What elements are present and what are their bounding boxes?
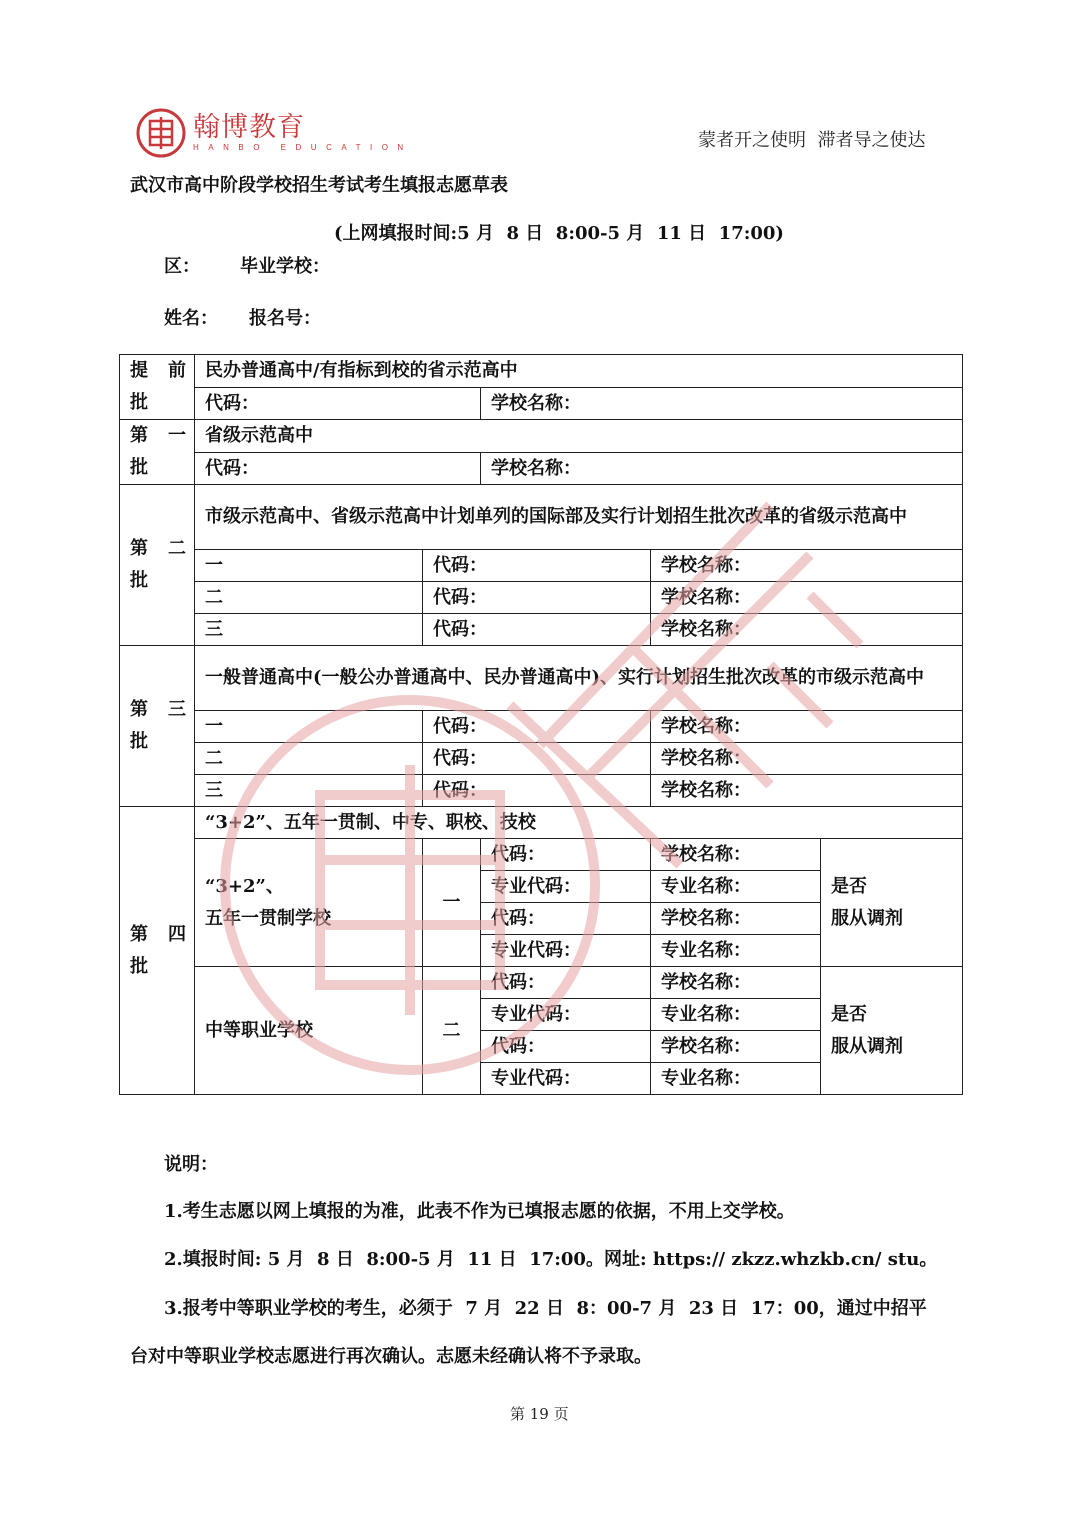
hanbo-seal-icon (135, 107, 187, 159)
note-item-1: 1.考生志愿以网上填报的为准，此表不作为已填报志愿的依据，不用上交学校。 (164, 1201, 795, 1222)
choice-number: 一 (423, 839, 481, 967)
batch-early-description: 民办普通高中/有指标到校的省示范高中 (195, 355, 963, 388)
table-row (120, 485, 963, 550)
application-form-table (119, 354, 963, 1095)
table-row (120, 582, 963, 614)
table-row (120, 807, 963, 839)
table-row (120, 839, 963, 871)
batch-fourth-label: 第 四 批 (120, 807, 195, 1095)
school-name-field[interactable]: 学校名称： (651, 1031, 821, 1063)
school-name-field[interactable]: 学校名称： (651, 839, 821, 871)
code-field[interactable]: 代码： (423, 614, 651, 646)
school-name-field[interactable]: 学校名称： (651, 550, 963, 582)
table-row (120, 646, 963, 711)
obey-adjustment-field[interactable]: 是否 服从调剂 (821, 967, 963, 1095)
choice-number: 一 (195, 550, 423, 582)
note-item-3-line1: 3.报考中等职业学校的考生，必须于 7 月 22 日 8：00-7 月 23 日 17：00，通过中招平 (164, 1298, 927, 1319)
choice-number: 一 (195, 711, 423, 743)
batch-early-label: 提 前 批 (120, 355, 195, 420)
code-field[interactable]: 代码： (423, 775, 651, 807)
name-label: 姓名： (164, 308, 218, 329)
batch-third-description: 一般普通高中(一般公办普通高中、民办普通高中)、实行计划招生批次改革的市级示范高中 (195, 646, 963, 711)
table-row (120, 743, 963, 775)
batch-second-description: 市级示范高中、省级示范高中计划单列的国际部及实行计划招生批次改革的省级示范高中 (195, 485, 963, 550)
fill-time-subtitle: (上网填报时间:5 月 8 日 8:00-5 月 11 日 17:00) (334, 223, 784, 244)
school-name-field[interactable]: 学校名称： (481, 452, 963, 485)
code-field[interactable]: 代码： (423, 743, 651, 775)
notes-heading: 说明： (164, 1154, 218, 1175)
table-row (120, 775, 963, 807)
code-field[interactable]: 代码： (195, 452, 481, 485)
choice-number: 二 (195, 582, 423, 614)
note-item-2: 2.填报时间: 5 月 8 日 8:00-5 月 11 日 17:00。网址: https:// zkzz.whzkb.cn/ stu。 (164, 1249, 938, 1270)
major-code-field[interactable]: 专业代码： (481, 999, 651, 1031)
code-field[interactable]: 代码： (481, 903, 651, 935)
choice-number: 三 (195, 775, 423, 807)
choice-number: 三 (195, 614, 423, 646)
district-label: 区： (164, 256, 200, 277)
code-field[interactable]: 代码： (423, 550, 651, 582)
brand-name: 翰博教育 (193, 112, 305, 143)
registration-number-label: 报名号： (249, 308, 321, 329)
batch-fourth-description: “3+2”、五年一贯制、中专、职校、技校 (195, 807, 963, 839)
major-name-field[interactable]: 专业名称： (651, 1063, 821, 1095)
choice-number: 二 (195, 743, 423, 775)
table-row (120, 452, 963, 485)
major-code-field[interactable]: 专业代码： (481, 1063, 651, 1095)
school-name-field[interactable]: 学校名称： (651, 967, 821, 999)
batch-third-label: 第 三 批 (120, 646, 195, 807)
table-row (120, 614, 963, 646)
table-row (120, 711, 963, 743)
school-name-field[interactable]: 学校名称： (651, 711, 963, 743)
major-code-field[interactable]: 专业代码： (481, 871, 651, 903)
graduate-school-label: 毕业学校： (240, 256, 330, 277)
code-field[interactable]: 代码： (481, 1031, 651, 1063)
obey-adjustment-field[interactable]: 是否 服从调剂 (821, 839, 963, 967)
batch-first-description: 省级示范高中 (195, 420, 963, 453)
code-field[interactable]: 代码： (423, 582, 651, 614)
school-name-field[interactable]: 学校名称： (651, 903, 821, 935)
batch-first-label: 第 一 批 (120, 420, 195, 485)
major-name-field[interactable]: 专业名称： (651, 935, 821, 967)
table-row (120, 355, 963, 388)
major-code-field[interactable]: 专业代码： (481, 935, 651, 967)
motto: 蒙者开之使明 滞者导之使达 (698, 130, 926, 151)
page-title: 武汉市高中阶段学校招生考试考生填报志愿草表 (130, 175, 508, 196)
school-name-field[interactable]: 学校名称： (651, 582, 963, 614)
group-five-year-school: “3+2”、 五年一贯制学校 (195, 839, 423, 967)
major-name-field[interactable]: 专业名称： (651, 871, 821, 903)
school-name-field[interactable]: 学校名称： (651, 614, 963, 646)
table-row (120, 550, 963, 582)
batch-second-label: 第 二 批 (120, 485, 195, 646)
major-name-field[interactable]: 专业名称： (651, 999, 821, 1031)
school-name-field[interactable]: 学校名称： (651, 743, 963, 775)
code-field[interactable]: 代码： (195, 387, 481, 420)
logo (135, 107, 413, 159)
code-field[interactable]: 代码： (481, 839, 651, 871)
group-vocational-school: 中等职业学校 (195, 967, 423, 1095)
table-row (120, 387, 963, 420)
page-number: 第 19 页 (510, 1405, 569, 1423)
table-row (120, 967, 963, 999)
code-field[interactable]: 代码： (423, 711, 651, 743)
table-row (120, 420, 963, 453)
note-item-3-line2: 台对中等职业学校志愿进行再次确认。志愿未经确认将不予录取。 (130, 1346, 652, 1367)
school-name-field[interactable]: 学校名称： (481, 387, 963, 420)
choice-number: 二 (423, 967, 481, 1095)
brand-subtitle: HANBO EDUCATION (193, 143, 413, 152)
code-field[interactable]: 代码： (481, 967, 651, 999)
school-name-field[interactable]: 学校名称： (651, 775, 963, 807)
